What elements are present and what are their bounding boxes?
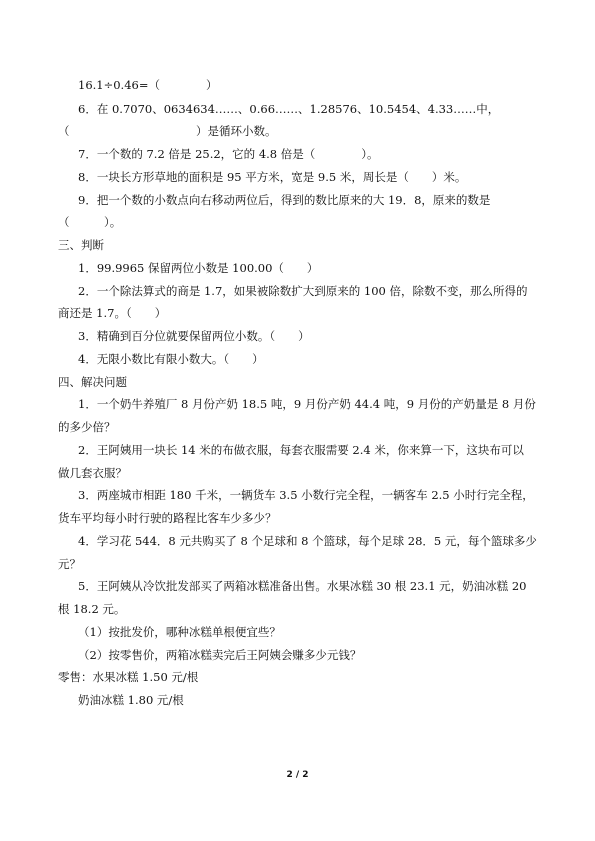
q-line: 1．99.9965 保留两位小数是 100.00（ ） [78, 261, 319, 275]
q-line: 货车平均每小时行驶的路程比客车少多少？ [58, 511, 277, 525]
q-line: 5．王阿姨从冷饮批发部买了两箱冰糕准备出售。水果冰糕 30 根 23.1 元，奶油冰糕 20 [78, 579, 527, 593]
q-line: 6．在 0.7070、0634634……、0.66……、1.28576、10.5454、4.33……中， [78, 102, 500, 116]
q-line: （1）按批发价，哪种冰糕单根便宜些？ [78, 625, 281, 639]
q-line: 的多少倍？ [58, 420, 116, 434]
q-line: 3．两座城市相距 180 千米，一辆货车 3.5 小数行完全程，一辆客车 2.5 小时行完全程， [78, 488, 534, 502]
q-line: 8．一块长方形草地的面积是 95 平方米，宽是 9.5 米，周长是（ ）米。 [78, 170, 467, 184]
q-line: 1．一个奶牛养殖厂 8 月份产奶 18.5 吨，9 月份产奶 44.4 吨，9 月份的产奶量是 8 月份 [78, 397, 536, 411]
q-line: 做几套衣服？ [58, 466, 127, 480]
q-line: 2．王阿姨用一块长 14 米的布做衣服，每套衣服需要 2.4 米，你来算一下，这块布可以 [78, 443, 524, 457]
q-line: 4．无限小数比有限小数大。（ ） [78, 352, 264, 366]
q-line: 零售：水果冰糕 1.50 元/根 [58, 670, 199, 684]
q-line: 3．精确到百分位就要保留两位小数。（ ） [78, 329, 310, 343]
q-line: 元？ [58, 557, 81, 571]
q-line: 7．一个数的 7.2 倍是 25.2，它的 4.8 倍是（ ）。 [78, 147, 379, 161]
section-heading: 四、解决问题 [58, 375, 127, 389]
q-line: 2．一个除法算式的商是 1.7，如果被除数扩大到原来的 100 倍，除数不变，那么所得的 [78, 284, 528, 298]
q-line: 商还是 1.7。（ ） [58, 306, 167, 320]
q-line: 9．把一个数的小数点向右移动两位后，得到的数比原来的大 19．8，原来的数是 [78, 193, 491, 207]
q-line: 奶油冰糕 1.80 元/根 [78, 693, 184, 707]
q-line: 4．学习花 544．8 元共购买了 8 个足球和 8 个篮球，每个足球 28．5 元，每个篮球多少 [78, 534, 537, 548]
q-line: 根 18.2 元。 [58, 602, 126, 616]
q-line: 16.1÷0.46=（ ） [78, 78, 218, 92]
q-line: （2）按零售价，两箱冰糕卖完后王阿姨会赚多少元钱？ [78, 648, 362, 662]
page-number: 2 / 2 [286, 770, 309, 780]
q-line: （ ）。 [58, 215, 122, 229]
q-line: （ ）是循环小数。 [58, 124, 277, 138]
section-heading: 三、判断 [58, 238, 104, 252]
